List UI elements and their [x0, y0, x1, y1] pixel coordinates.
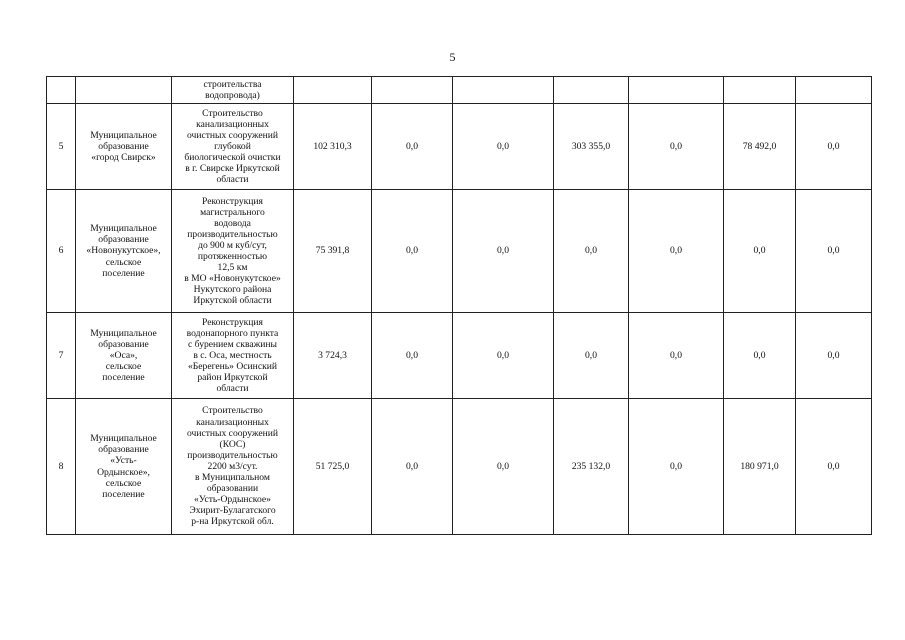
value-cell: 0,0: [629, 399, 724, 535]
row-index-cell: 7: [47, 313, 76, 399]
row-index-cell: 8: [47, 399, 76, 535]
value-cell: [629, 77, 724, 104]
municipality-cell: Муниципальное образование «Усть- Ордынское», сельское поселение: [76, 399, 172, 535]
municipality-cell: [76, 77, 172, 104]
value-cell: 0,0: [796, 104, 872, 190]
value-cell: 0,0: [796, 313, 872, 399]
value-cell: [554, 77, 629, 104]
project-cell: строительства водопровода): [172, 77, 294, 104]
value-cell: 0,0: [453, 190, 554, 313]
row-index-cell: [47, 77, 76, 104]
page-number: 5: [449, 50, 456, 64]
value-cell: 0,0: [453, 399, 554, 535]
value-cell: 0,0: [629, 104, 724, 190]
municipality-cell: Муниципальное образование «Новонукутское», сельское поселение: [76, 190, 172, 313]
value-cell: 0,0: [629, 190, 724, 313]
project-cell: Строительство канализационных очистных сооружений глубокой биологической очистки в г. Свирске Иркутской области: [172, 104, 294, 190]
value-cell: [294, 77, 372, 104]
row-index-cell: 5: [47, 104, 76, 190]
municipality-cell: Муниципальное образование «Оса», сельское поселение: [76, 313, 172, 399]
table-row: [47, 104, 872, 190]
value-cell: 75 391,8: [294, 190, 372, 313]
value-cell: 0,0: [796, 399, 872, 535]
project-cell: Реконструкция магистрального водовода производительностью до 900 м куб/сут, протяженностью 12,5 км в МО «Новонукутское» Нукутского района Иркутской области: [172, 190, 294, 313]
value-cell: [796, 77, 872, 104]
value-cell: [453, 77, 554, 104]
municipality-cell: Муниципальное образование «город Свирск»: [76, 104, 172, 190]
value-cell: 180 971,0: [724, 399, 796, 535]
value-cell: 0,0: [372, 104, 453, 190]
table-row: [47, 313, 872, 399]
value-cell: [372, 77, 453, 104]
value-cell: 0,0: [724, 190, 796, 313]
value-cell: 78 492,0: [724, 104, 796, 190]
value-cell: 0,0: [629, 313, 724, 399]
value-cell: 0,0: [554, 313, 629, 399]
value-cell: [724, 77, 796, 104]
value-cell: 303 355,0: [554, 104, 629, 190]
value-cell: 102 310,3: [294, 104, 372, 190]
value-cell: 0,0: [453, 313, 554, 399]
row-index-cell: 6: [47, 190, 76, 313]
value-cell: 51 725,0: [294, 399, 372, 535]
value-cell: 0,0: [453, 104, 554, 190]
value-cell: 0,0: [554, 190, 629, 313]
value-cell: 0,0: [372, 399, 453, 535]
table-row: [47, 77, 872, 104]
funding-table: [46, 76, 872, 535]
value-cell: 0,0: [796, 190, 872, 313]
project-cell: Строительство канализационных очистных сооружений (КОС) производительностью 2200 м3/сут. в Муниципальном образовании «Усть-Ордынское» Эхирит-Булагатского р-на Иркутской обл.: [172, 399, 294, 535]
value-cell: 235 132,0: [554, 399, 629, 535]
table-row: [47, 399, 872, 535]
value-cell: 0,0: [724, 313, 796, 399]
value-cell: 0,0: [372, 313, 453, 399]
table-row: [47, 190, 872, 313]
value-cell: 3 724,3: [294, 313, 372, 399]
value-cell: 0,0: [372, 190, 453, 313]
project-cell: Реконструкция водонапорного пункта с бурением скважины в с. Оса, местность «Берегень» Осинский район Иркутской области: [172, 313, 294, 399]
